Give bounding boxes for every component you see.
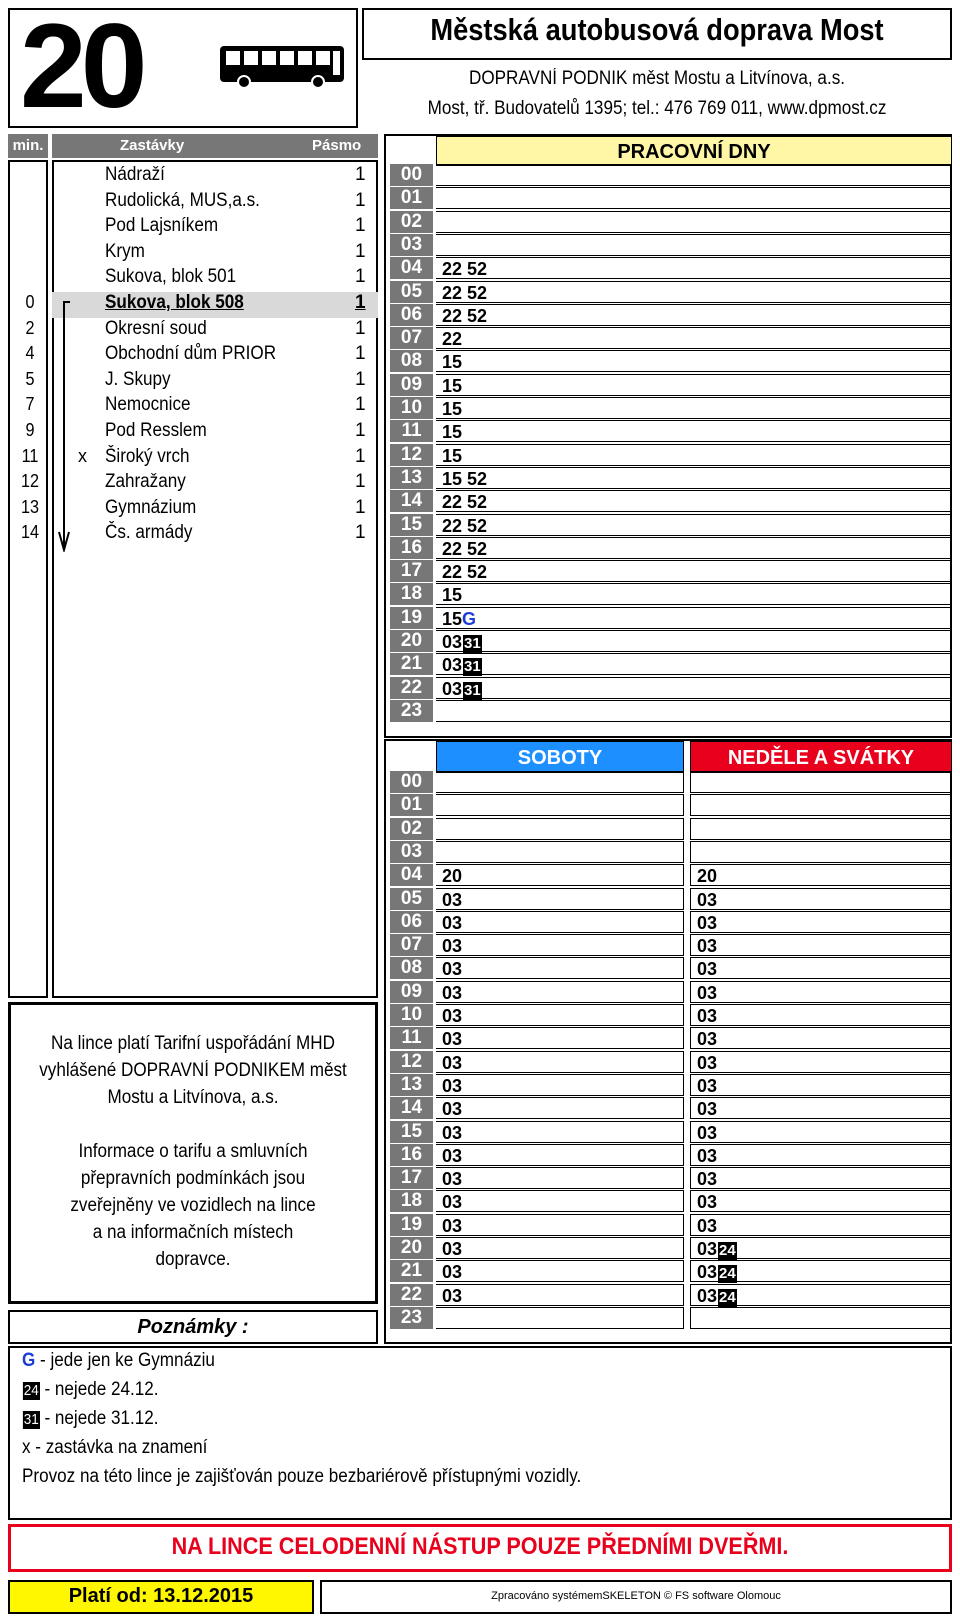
- departure-minute: 22: [442, 259, 463, 280]
- saturday-minutes-cell: [436, 1260, 684, 1282]
- departure-minute: 15: [442, 445, 463, 466]
- stop-row: [25, 394, 378, 420]
- departure-minute: 03: [442, 1169, 463, 1190]
- stop-zone: 1: [355, 368, 366, 390]
- departure-minute: 20: [442, 866, 463, 887]
- hour-cell: 00: [390, 771, 433, 793]
- hour-cell: 20: [390, 630, 433, 652]
- minutes-cell: [436, 234, 952, 256]
- stop-row: [25, 420, 378, 446]
- stop-row: [25, 343, 378, 369]
- hour-cell: 04: [390, 864, 433, 886]
- hour-cell: 05: [390, 888, 433, 910]
- saturday-minutes-cell: [436, 818, 684, 840]
- departure-minute: 52: [467, 282, 488, 303]
- hour-cell: 05: [390, 281, 433, 303]
- hour-cell: 08: [390, 957, 433, 979]
- departure-minute: 52: [467, 259, 488, 280]
- departure-minute: 03: [697, 1239, 718, 1259]
- stop-minutes: 9: [25, 420, 35, 440]
- minutes-cell: [436, 211, 952, 233]
- stop-row: [21, 445, 378, 472]
- saturday-minutes-cell: [436, 1214, 684, 1236]
- saturday-minutes-cell: [436, 981, 684, 1003]
- departure-minute: 52: [467, 492, 488, 513]
- departure-minute: 52: [467, 468, 488, 489]
- departure-minute: 52: [467, 562, 488, 583]
- sunday-minutes-cell: [690, 1051, 952, 1073]
- minutes-cell: [436, 467, 952, 489]
- departure-minute: 03: [442, 1192, 463, 1213]
- note-symbol: x: [22, 1437, 31, 1458]
- hour-cell: 23: [390, 700, 433, 722]
- departure-minute: 15: [442, 422, 463, 443]
- hour-cell: 16: [390, 537, 433, 559]
- stop-zone: 1: [355, 164, 366, 185]
- stop-name: Sukova, blok 501: [105, 266, 237, 288]
- saturday-minutes-cell: [436, 1004, 684, 1026]
- sunday-minutes-cell: [690, 794, 952, 816]
- hour-cell: 21: [390, 653, 433, 675]
- hour-cell: 22: [390, 677, 433, 699]
- hour-cell: 06: [390, 304, 433, 326]
- stop-zone: 1: [355, 189, 366, 211]
- stop-zone: 1: [355, 215, 366, 237]
- saturday-minutes-cell: [436, 794, 684, 816]
- minutes-cell: [436, 374, 952, 396]
- stop-row: [25, 368, 378, 395]
- hour-cell: 17: [390, 1167, 433, 1189]
- departure-minute: 03: [442, 655, 463, 676]
- stop-minutes: 12: [20, 471, 40, 492]
- departure-minute: 03: [442, 1029, 463, 1050]
- departure-minute: 03: [697, 1192, 718, 1213]
- hour-cell: 04: [390, 257, 433, 279]
- departure-minute: 03: [697, 1215, 718, 1236]
- direction-arrow-icon: [58, 300, 78, 552]
- hour-cell: 01: [390, 794, 433, 816]
- saturday-minutes-cell: [436, 888, 684, 910]
- stop-minutes: 2: [25, 317, 35, 338]
- saturday-minutes-cell: [436, 1051, 684, 1073]
- stop-row: [20, 471, 378, 497]
- hour-cell: 11: [390, 420, 433, 442]
- departure-minute: 15: [442, 375, 463, 396]
- stop-row: [25, 317, 378, 344]
- hour-cell: 19: [390, 607, 433, 629]
- tariff-line: dopravce.: [155, 1249, 231, 1270]
- zone-header: Pásmo: [312, 137, 362, 154]
- sunday-minutes-cell: [690, 1214, 952, 1236]
- departure-minute: 22: [442, 329, 463, 350]
- saturday-minutes-cell: [436, 957, 684, 979]
- sunday-minutes-cell: [690, 864, 952, 886]
- stop-row: [52, 241, 378, 267]
- minutes-cell: [436, 327, 952, 349]
- departure-minute: 03: [697, 1029, 718, 1050]
- saturday-minutes-cell: [436, 911, 684, 933]
- departure-minute: 03: [442, 1052, 463, 1073]
- note-date-marker: 31: [464, 681, 481, 699]
- sunday-minutes-cell: [690, 1074, 952, 1096]
- stop-zone: 1: [355, 240, 366, 262]
- tariff-line: Na lince platí Tarifní uspořádání MHD: [51, 1033, 335, 1054]
- departure-minute: 03: [442, 982, 463, 1003]
- hour-cell: 11: [390, 1027, 433, 1049]
- sunday-minutes-cell: [690, 1144, 952, 1166]
- bus-icon: [218, 42, 348, 90]
- departure-minute: 03: [697, 1285, 718, 1306]
- minutes-cell: [436, 257, 952, 279]
- stop-minutes: 7: [25, 394, 35, 415]
- note-accessibility: Provoz na této lince je zajišťován pouze bezbariérově přístupnými vozidly.: [22, 1466, 582, 1487]
- hour-cell: 19: [390, 1214, 433, 1236]
- departure-minute: 03: [442, 1215, 463, 1236]
- stop-zone: 1: [355, 292, 366, 313]
- stop-minutes: 14: [20, 522, 40, 543]
- weekday-header: PRACOVNÍ DNY: [436, 136, 952, 166]
- departure-minute: 15: [442, 608, 463, 629]
- stop-name: Pod Lajsníkem: [105, 215, 219, 237]
- minutes-cell: [436, 583, 952, 605]
- stop-row: [52, 190, 378, 216]
- line-number: 20: [20, 0, 142, 133]
- stop-zone: 1: [355, 343, 366, 365]
- saturday-minutes-cell: [436, 841, 684, 863]
- note-text: - nejede 24.12.: [39, 1379, 159, 1400]
- stop-zone: 1: [355, 394, 366, 416]
- saturday-minutes-cell: [436, 1190, 684, 1212]
- hour-cell: 22: [390, 1284, 433, 1306]
- hour-cell: 15: [390, 514, 433, 536]
- minutes-cell: [436, 420, 952, 442]
- minutes-cell: [436, 397, 952, 419]
- minutes-cell: [436, 490, 952, 512]
- valid-from: Platí od: 13.12.2015: [68, 1585, 254, 1607]
- stops-header: Zastávky: [120, 137, 185, 154]
- credit: Zpracováno systémemSKELETON © FS software Olomouc: [491, 1590, 781, 1602]
- saturday-minutes-cell: [436, 1097, 684, 1119]
- hour-cell: 23: [390, 1307, 433, 1329]
- departure-minute: 15: [442, 468, 463, 489]
- departure-minute: 03: [697, 1262, 718, 1283]
- departure-minute: 03: [697, 1169, 718, 1190]
- departure-minute: 03: [442, 1006, 463, 1026]
- minutes-cell: [436, 630, 952, 652]
- hour-cell: 03: [390, 234, 433, 256]
- note-31: [22, 1408, 159, 1430]
- note-symbol: 24: [23, 1382, 39, 1399]
- stop-name: Gymnázium: [105, 496, 197, 518]
- sunday-minutes-cell: [690, 818, 952, 840]
- minutes-cell: [436, 514, 952, 536]
- hour-cell: 10: [390, 1004, 433, 1026]
- departure-minute: 22: [442, 282, 463, 303]
- hour-cell: 03: [390, 841, 433, 863]
- saturday-minutes-cell: [436, 1167, 684, 1189]
- stop-row: [20, 496, 378, 523]
- sunday-header: NEDĚLE A SVÁTKY: [690, 741, 952, 773]
- stop-row: [25, 292, 378, 318]
- note-text: - jede jen ke Gymnáziu: [35, 1350, 215, 1371]
- hour-cell: 16: [390, 1144, 433, 1166]
- hour-cell: 13: [390, 467, 433, 489]
- stop-name: Zahražany: [105, 471, 186, 493]
- sunday-minutes-cell: [690, 1284, 952, 1306]
- departure-minute: 03: [442, 1262, 463, 1283]
- minutes-cell: [436, 281, 952, 303]
- saturday-minutes-cell: [436, 1284, 684, 1306]
- note-date-marker: 24: [719, 1265, 736, 1283]
- note-date-marker: 31: [464, 658, 481, 676]
- sunday-minutes-cell: [690, 771, 952, 793]
- stop-zone: 1: [355, 266, 366, 288]
- departure-minute: 03: [697, 889, 718, 910]
- notes-box: [8, 1346, 952, 1520]
- tariff-line: Mostu a Litvínova, a.s.: [107, 1087, 279, 1108]
- stop-zone: 1: [355, 522, 366, 544]
- hour-cell: 18: [390, 1190, 433, 1212]
- warning-text: NA LINCE CELODENNÍ NÁSTUP POUZE PŘEDNÍMI DVEŘMI.: [171, 1533, 789, 1560]
- hour-cell: 14: [390, 490, 433, 512]
- tariff-line: a na informačních místech: [92, 1222, 294, 1243]
- saturday-minutes-cell: [436, 1121, 684, 1143]
- departure-minute: 03: [697, 982, 718, 1003]
- departure-minute: 03: [442, 1145, 463, 1166]
- minutes-cell: [436, 700, 952, 722]
- minutes-cell: [436, 304, 952, 326]
- stop-name: Krym: [105, 240, 145, 262]
- note-date-marker: 24: [719, 1242, 736, 1259]
- departure-minute: 03: [442, 936, 463, 957]
- minutes-cell: [436, 677, 952, 699]
- stop-row: [52, 215, 378, 241]
- departure-minute: 15: [442, 585, 463, 606]
- saturday-minutes-cell: [436, 934, 684, 956]
- departure-minute: 52: [467, 515, 488, 536]
- hour-cell: 09: [390, 981, 433, 1003]
- minutes-cell: [436, 350, 952, 372]
- note-g: [22, 1350, 215, 1372]
- departure-minute: 22: [442, 538, 463, 559]
- sunday-minutes-cell: [690, 841, 952, 863]
- departure-minute: 03: [697, 936, 718, 957]
- stop-name: Nemocnice: [105, 394, 191, 416]
- saturday-minutes-cell: [436, 771, 684, 793]
- tariff-line: zveřejněny ve vozidlech na lince: [70, 1195, 316, 1216]
- note-g-marker: G: [462, 608, 477, 629]
- stop-row: [52, 164, 378, 190]
- stop-row: [52, 266, 378, 292]
- stop-zone: 1: [355, 496, 366, 518]
- hour-cell: 06: [390, 911, 433, 933]
- departure-minute: 03: [442, 1285, 463, 1306]
- hour-cell: 14: [390, 1097, 433, 1119]
- saturday-minutes-cell: [436, 1237, 684, 1259]
- sunday-minutes-cell: [690, 1167, 952, 1189]
- minutes-cell: [436, 444, 952, 466]
- stop-row: [20, 522, 378, 548]
- departure-minute: 22: [442, 515, 463, 536]
- hour-cell: 07: [390, 327, 433, 349]
- sunday-minutes-cell: [690, 1190, 952, 1212]
- note-text: - zastávka na znamení: [30, 1437, 208, 1458]
- departure-minute: 03: [697, 912, 718, 933]
- sunday-minutes-cell: [690, 1260, 952, 1282]
- stop-name: J. Skupy: [105, 368, 171, 390]
- sunday-minutes-cell: [690, 1004, 952, 1026]
- stop-name: Sukova, blok 508: [105, 292, 244, 313]
- stop-minutes: 4: [25, 343, 35, 364]
- tariff-line: vyhlášené DOPRAVNÍ PODNIKEM měst: [39, 1060, 347, 1081]
- stop-name: Obchodní dům PRIOR: [105, 343, 277, 365]
- hour-cell: 18: [390, 583, 433, 605]
- sunday-minutes-cell: [690, 1027, 952, 1049]
- saturday-minutes-cell: [436, 1307, 684, 1329]
- stop-name: Pod Resslem: [105, 420, 207, 441]
- hour-cell: 13: [390, 1074, 433, 1096]
- saturday-minutes-cell: [436, 864, 684, 886]
- departure-minute: 20: [697, 866, 718, 887]
- departure-minute: 03: [442, 678, 463, 699]
- departure-minute: 22: [442, 492, 463, 513]
- hour-cell: 02: [390, 818, 433, 840]
- note-text: - nejede 31.12.: [39, 1408, 159, 1429]
- sunday-minutes-cell: [690, 981, 952, 1003]
- departure-minute: 03: [442, 889, 463, 910]
- stop-minutes: 13: [20, 496, 40, 517]
- hour-cell: 20: [390, 1237, 433, 1259]
- stop-zone: 1: [355, 445, 366, 467]
- note-24: [22, 1379, 159, 1401]
- stop-zone: 1: [355, 420, 366, 441]
- stop-zone: 1: [355, 317, 366, 339]
- hour-cell: 12: [390, 444, 433, 466]
- operator-address: Most, tř. Budovatelů 1395; tel.: 476 769 011, www.dpmost.cz: [427, 98, 887, 119]
- note-symbol: G: [22, 1350, 36, 1371]
- stop-name: Okresní soud: [105, 317, 207, 339]
- stop-name: Široký vrch: [105, 445, 190, 467]
- hour-cell: 10: [390, 397, 433, 419]
- hour-cell: 01: [390, 187, 433, 209]
- stop-minutes: 0: [25, 292, 35, 312]
- departure-minute: 15: [442, 352, 463, 373]
- departure-minute: 22: [442, 305, 463, 326]
- sunday-minutes-cell: [690, 1121, 952, 1143]
- departure-minute: 52: [467, 305, 488, 326]
- minutes-header: min.: [8, 134, 48, 158]
- departure-minute: 03: [442, 1099, 463, 1120]
- company-name: Městská autobusová doprava Most: [430, 12, 884, 47]
- stop-name: Nádraží: [105, 164, 165, 185]
- departure-minute: 03: [697, 1099, 718, 1120]
- stop-name: Rudolická, MUS,a.s.: [105, 189, 260, 211]
- departure-minute: 15: [442, 399, 463, 419]
- departure-minute: 22: [442, 562, 463, 583]
- stop-minutes: 11: [21, 445, 39, 466]
- sunday-minutes-cell: [690, 957, 952, 979]
- departure-minute: 03: [442, 1122, 463, 1143]
- sunday-minutes-cell: [690, 934, 952, 956]
- minutes-cell: [436, 187, 952, 209]
- saturday-header: SOBOTY: [436, 741, 684, 773]
- departure-minute: 03: [442, 1239, 463, 1259]
- hour-cell: 07: [390, 934, 433, 956]
- sunday-minutes-cell: [690, 1307, 952, 1329]
- sunday-minutes-cell: [690, 911, 952, 933]
- hour-cell: 09: [390, 374, 433, 396]
- departure-minute: 03: [697, 1006, 718, 1026]
- sunday-minutes-cell: [690, 888, 952, 910]
- hour-cell: 21: [390, 1260, 433, 1282]
- stop-zone: 1: [355, 471, 366, 493]
- operator-name: DOPRAVNÍ PODNIK měst Mostu a Litvínova, a.s.: [468, 68, 846, 89]
- departure-minute: 03: [697, 1145, 718, 1166]
- minutes-cell: [436, 164, 952, 186]
- departure-minute: 03: [697, 1052, 718, 1073]
- minutes-cell: [436, 560, 952, 582]
- departure-minute: 03: [442, 912, 463, 933]
- departure-minute: 03: [697, 959, 718, 980]
- hour-cell: 12: [390, 1051, 433, 1073]
- hour-cell: 02: [390, 211, 433, 233]
- hour-cell: 08: [390, 350, 433, 372]
- departure-minute: 03: [442, 959, 463, 980]
- saturday-minutes-cell: [436, 1144, 684, 1166]
- saturday-minutes-cell: [436, 1027, 684, 1049]
- minutes-cell: [436, 653, 952, 675]
- note-x: [22, 1437, 207, 1459]
- stop-name: Čs. armády: [105, 522, 193, 544]
- note-symbol: 31: [23, 1411, 39, 1428]
- minutes-cell: [436, 607, 952, 629]
- departure-minute: 03: [442, 1075, 463, 1096]
- note-date-marker: 31: [464, 635, 481, 652]
- notes-title: Poznámky :: [137, 1316, 249, 1338]
- minutes-cell: [436, 537, 952, 559]
- sunday-minutes-cell: [690, 1097, 952, 1119]
- departure-minute: 03: [697, 1075, 718, 1096]
- tariff-line: přepravních podmínkách jsou: [80, 1168, 306, 1189]
- hour-cell: 15: [390, 1121, 433, 1143]
- hour-cell: 17: [390, 560, 433, 582]
- note-date-marker: 24: [719, 1288, 736, 1306]
- saturday-minutes-cell: [436, 1074, 684, 1096]
- tariff-line: Informace o tarifu a smluvních: [78, 1141, 308, 1162]
- hour-cell: 00: [390, 164, 433, 186]
- sunday-minutes-cell: [690, 1237, 952, 1259]
- request-stop-marker: x: [78, 445, 87, 466]
- departure-minute: 03: [442, 632, 463, 652]
- departure-minute: 03: [697, 1122, 718, 1143]
- minutes-column: [8, 160, 48, 998]
- departure-minute: 52: [467, 538, 488, 559]
- stop-minutes: 5: [25, 368, 35, 389]
